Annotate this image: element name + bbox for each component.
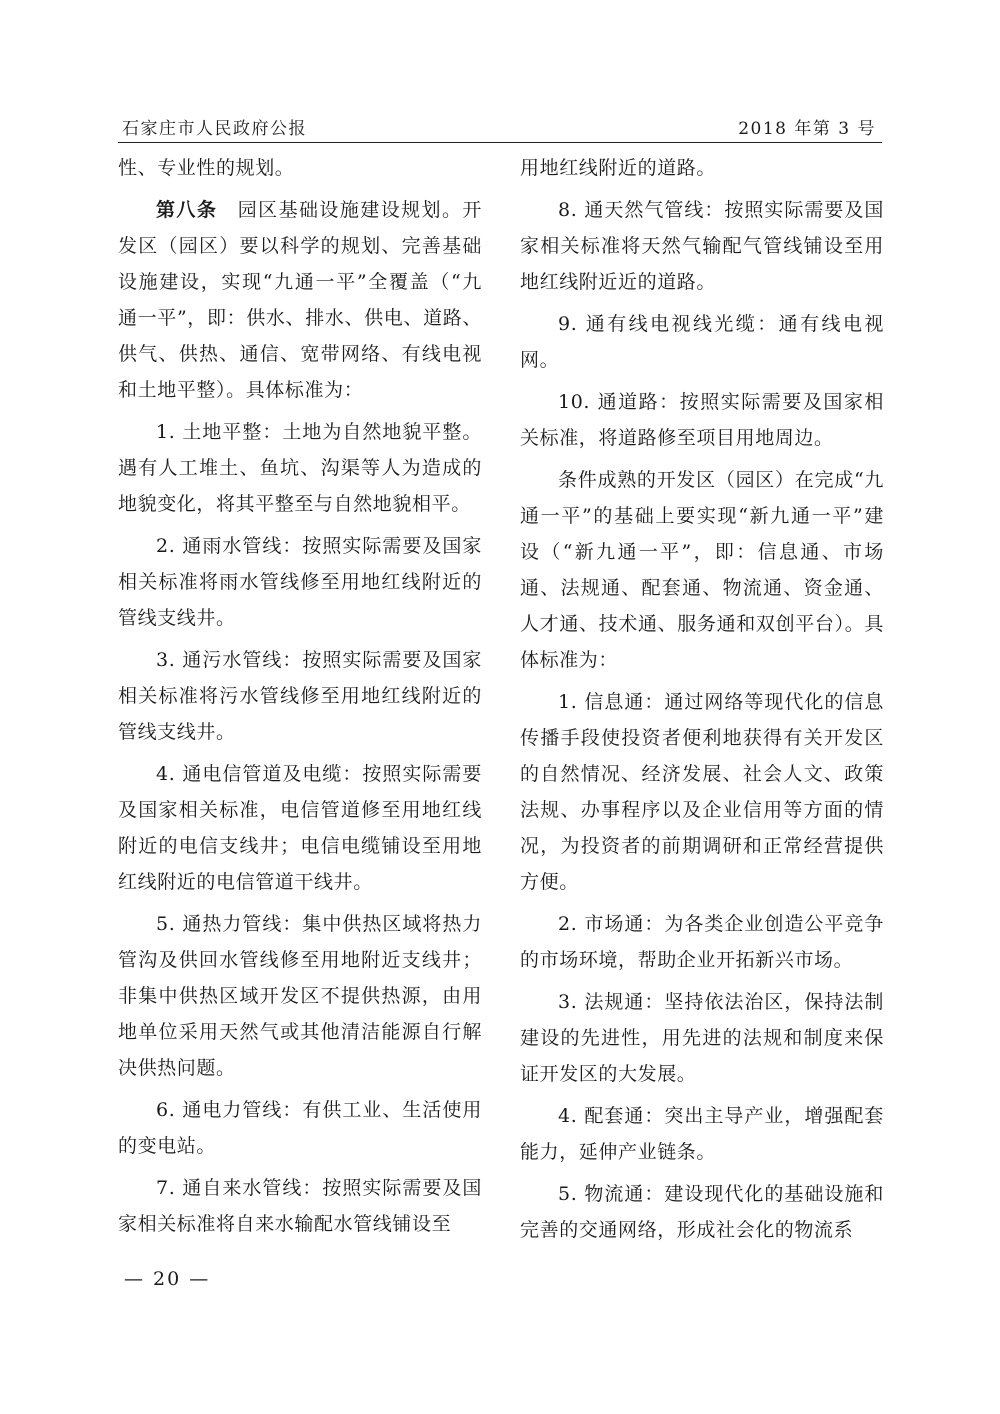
paragraph: 5. 物流通：建设现代化的基础设施和完善的交通网络，形成社会化的物流系 xyxy=(520,1183,884,1241)
article-8-paragraph: 第八条 园区基础设施建设规划。开发区（园区）要以科学的规划、完善基础设施建设，实现“九通一平”全覆盖（“九通一平”，即：供水、排水、供电、道路、供气、供热、通信、宽带网络、有线电视和土地平整）。具体标准为： xyxy=(118,199,482,401)
paragraph: 3. 通污水管线：按照实际需要及国家相关标准将污水管线修至用地红线附近的管线支线井。 xyxy=(118,649,482,743)
paragraph: 1. 土地平整：土地为自然地貌平整。遇有人工堆土、鱼坑、沟渠等人为造成的地貌变化，将其平整至与自然地貌相平。 xyxy=(118,421,482,515)
paragraph: 7. 通自来水管线：按照实际需要及国家相关标准将自来水输配水管线铺设至 xyxy=(118,1177,482,1235)
paragraph: 10. 通道路：按照实际需要及国家相关标准，将道路修至项目用地周边。 xyxy=(520,391,884,449)
publication-title: 石家庄市人民政府公报 xyxy=(122,119,307,139)
paragraph: 2. 通雨水管线：按照实际需要及国家相关标准将雨水管线修至用地红线附近的管线支线井。 xyxy=(118,535,482,629)
paragraph: 性、专业性的规划。 xyxy=(118,157,295,179)
header-rule xyxy=(118,142,882,143)
right-column xyxy=(520,150,884,1254)
paragraph: 2. 市场通：为各类企业创造公平竞争的市场环境，帮助企业开拓新兴市场。 xyxy=(520,913,884,971)
paragraph: 9. 通有线电视线光缆：通有线电视网。 xyxy=(520,313,884,371)
article-title: 第八条 xyxy=(156,199,218,221)
paragraph: 4. 通电信管道及电缆：按照实际需要及国家相关标准，电信管道修至用地红线附近的电信支线井；电信电缆铺设至用地红线附近的电信管道干线井。 xyxy=(118,763,482,893)
paragraph: 4. 配套通：突出主导产业，增强配套能力，延伸产业链条。 xyxy=(520,1105,884,1163)
issue-number: 2018 年第 3 号 xyxy=(738,119,876,139)
paragraph: 条件成熟的开发区（园区）在完成“九通一平”的基础上要实现“新九通一平”建设（“新九通一平”，即：信息通、市场通、法规通、配套通、物流通、资金通、人才通、技术通、服务通和双创平台）。具体标准为： xyxy=(520,469,884,671)
paragraph: 8. 通天然气管线：按照实际需要及国家相关标准将天然气输配气管线铺设至用地红线附近近的道路。 xyxy=(520,199,884,293)
paragraph: 1. 信息通：通过网络等现代化的信息传播手段使投资者便利地获得有关开发区的自然情况、经济发展、社会人文、政策法规、办事程序以及企业信用等方面的情况，为投资者的前期调研和正常经营提供方便。 xyxy=(520,691,884,893)
left-column xyxy=(118,150,482,1248)
paragraph: 5. 通热力管线：集中供热区域将热力管沟及供回水管线修至用地附近支线井；非集中供热区域开发区不提供热源，由用地单位采用天然气或其他清洁能源自行解决供热问题。 xyxy=(118,913,482,1079)
paragraph: 用地红线附近的道路。 xyxy=(520,157,717,179)
paragraph: 6. 通电力管线：有供工业、生活使用的变电站。 xyxy=(118,1099,482,1157)
page-header xyxy=(118,112,882,138)
paragraph: 3. 法规通：坚持依法治区，保持法制建设的先进性，用先进的法规和制度来保证开发区的大发展。 xyxy=(520,991,884,1085)
page-number: — 20 — xyxy=(124,1268,211,1290)
